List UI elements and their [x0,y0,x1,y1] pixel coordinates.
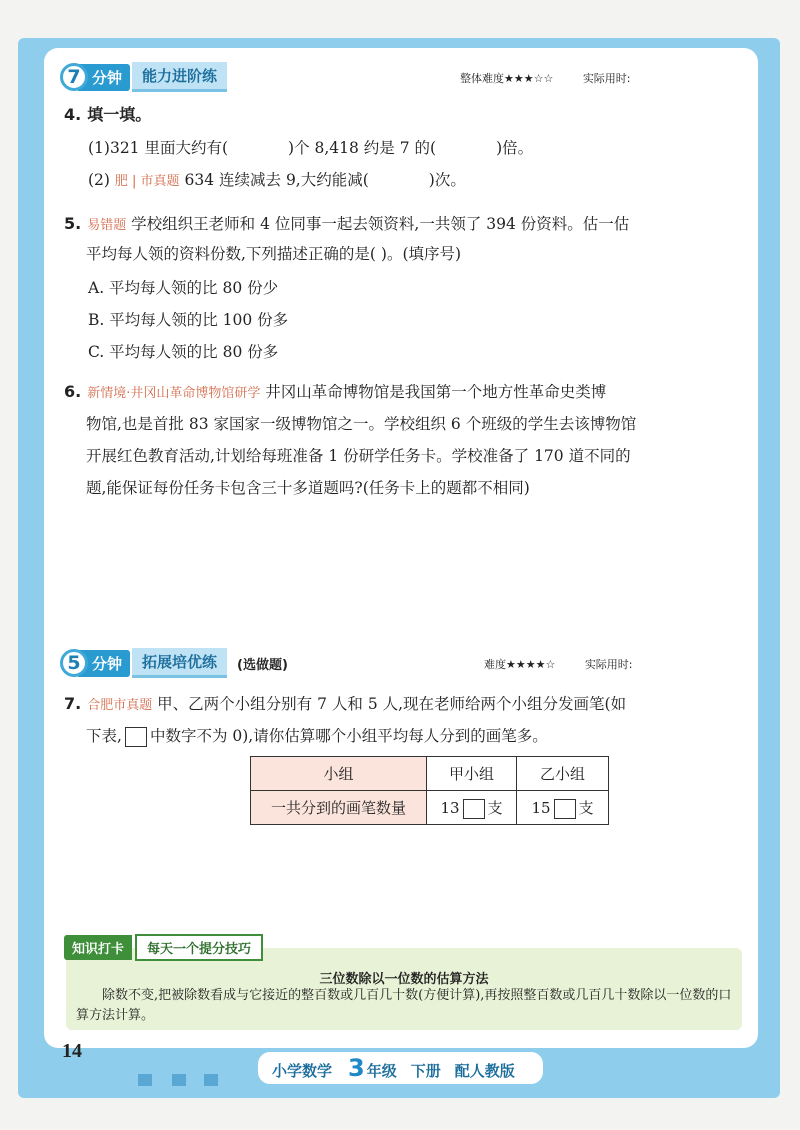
section-header-1 [60,62,227,92]
tip-title: 三位数除以一位数的估算方法 [319,972,489,987]
question-5-line-1 [64,212,629,238]
text: 学校组织王老师和 4 位同事一起去领资料,一共领了 394 份资料。估一估 [131,215,630,233]
text: 甲、乙两个小组分别有 7 人和 5 人,现在老师给两个小组分发画笔(如 [157,695,627,713]
source-tag: 合肥市真题 [87,698,153,713]
text: 634 连续减去 9,大约能减( [184,171,369,189]
question-5-line-2: 平均每人领的资料份数,下列描述正确的是( )。(填序号) [86,245,462,263]
option-c: C. 平均每人领的比 80 份多 [88,343,279,361]
digit-box[interactable] [554,799,576,819]
question-6-line-1 [64,380,606,406]
table-cell [427,791,517,825]
table-header: 小组 [251,757,427,791]
section-number: 7 [60,63,88,91]
page-number: 14 [62,1040,82,1062]
question-number: 5. [64,214,82,233]
source-tag: 肥 | 市真题 [114,174,180,189]
text: 支 [578,798,594,817]
footer-subject: 小学数学 [272,1062,333,1080]
question-title: 填一填。 [87,105,152,124]
question-4-line-1 [88,136,533,160]
decor-square [204,1074,218,1086]
footer-grade-number: 3 [348,1054,365,1082]
section-note: (选做题) [237,657,288,673]
table-header: 甲小组 [427,757,517,791]
source-tag: 新情境·井冈山革命博物馆研学 [87,386,261,401]
text: 15 [531,798,551,817]
question-4-heading [64,102,151,128]
pen-count-table [250,756,609,825]
option-a: A. 平均每人领的比 80 份少 [88,279,279,297]
worksheet [44,48,758,1048]
text: )次。 [428,171,466,189]
question-7-line-2 [86,724,548,748]
table-header: 乙小组 [517,757,609,791]
table-cell [517,791,609,825]
option-b: B. 平均每人领的比 100 份多 [88,311,289,329]
difficulty-rating: 整体难度★★★☆☆ [460,72,554,85]
digit-box [125,727,147,747]
decor-square [138,1074,152,1086]
tip-badge-label: 知识打卡 [64,935,132,960]
section-title: 拓展培优练 [132,648,227,678]
question-4-line-2 [88,168,466,194]
text: 井冈山革命博物馆是我国第一个地方性革命史类博 [265,383,607,401]
question-6-line-4: 题,能保证每份任务卡包含三十多道题吗?(任务卡上的题都不相同) [86,479,530,497]
question-7-line-1 [64,692,626,718]
difficulty-rating: 难度★★★★☆ [484,658,556,671]
text: 13 [440,798,460,817]
question-number: 7. [64,694,82,713]
section-minutes: 分钟 [78,64,130,91]
table-row [251,791,609,825]
text: )倍。 [496,139,534,157]
text: (1)321 里面大约有( [88,139,229,157]
section-title: 能力进阶练 [132,62,227,92]
text: 支 [487,798,503,817]
text: 中数字不为 0),请你估算哪个小组平均每人分到的画笔多。 [149,727,548,745]
tip-badge-subtitle: 每天一个提分技巧 [135,934,263,961]
question-number: 6. [64,382,82,401]
footer-banner [258,1052,543,1084]
footer-term: 下册 [410,1062,441,1080]
tip-text: 除数不变,把被除数看成与它接近的整百数或几百几十数(方便计算),再按照整百数或几百几十数除以一位数的口算方法计算。 [76,988,732,1023]
question-6-line-3: 开展红色教育活动,计划给每班准备 1 份研学任务卡。学校准备了 170 道不同的 [86,447,631,465]
text: (2) [88,171,110,189]
decor-square [172,1074,186,1086]
time-label: 实际用时: [584,658,633,671]
table-row-label: 一共分到的画笔数量 [251,791,427,825]
tip-badge [64,934,263,961]
footer-grade: 年级 [366,1062,397,1080]
table-row [251,757,609,791]
section-header-2 [60,648,288,678]
digit-box[interactable] [463,799,485,819]
question-number: 4. [64,105,82,124]
source-tag: 易错题 [87,218,127,233]
section-meta-2 [484,656,659,672]
time-label: 实际用时: [582,72,631,85]
footer-edition: 配人教版 [454,1062,515,1080]
section-number: 5 [60,649,88,677]
text: 下表, [86,727,122,745]
text: )个 8,418 约是 7 的( [288,139,437,157]
section-minutes: 分钟 [78,650,130,677]
section-meta-1 [460,70,657,86]
question-6-line-2: 物馆,也是首批 83 家国家一级博物馆之一。学校组织 6 个班级的学生去该博物馆 [86,415,637,433]
